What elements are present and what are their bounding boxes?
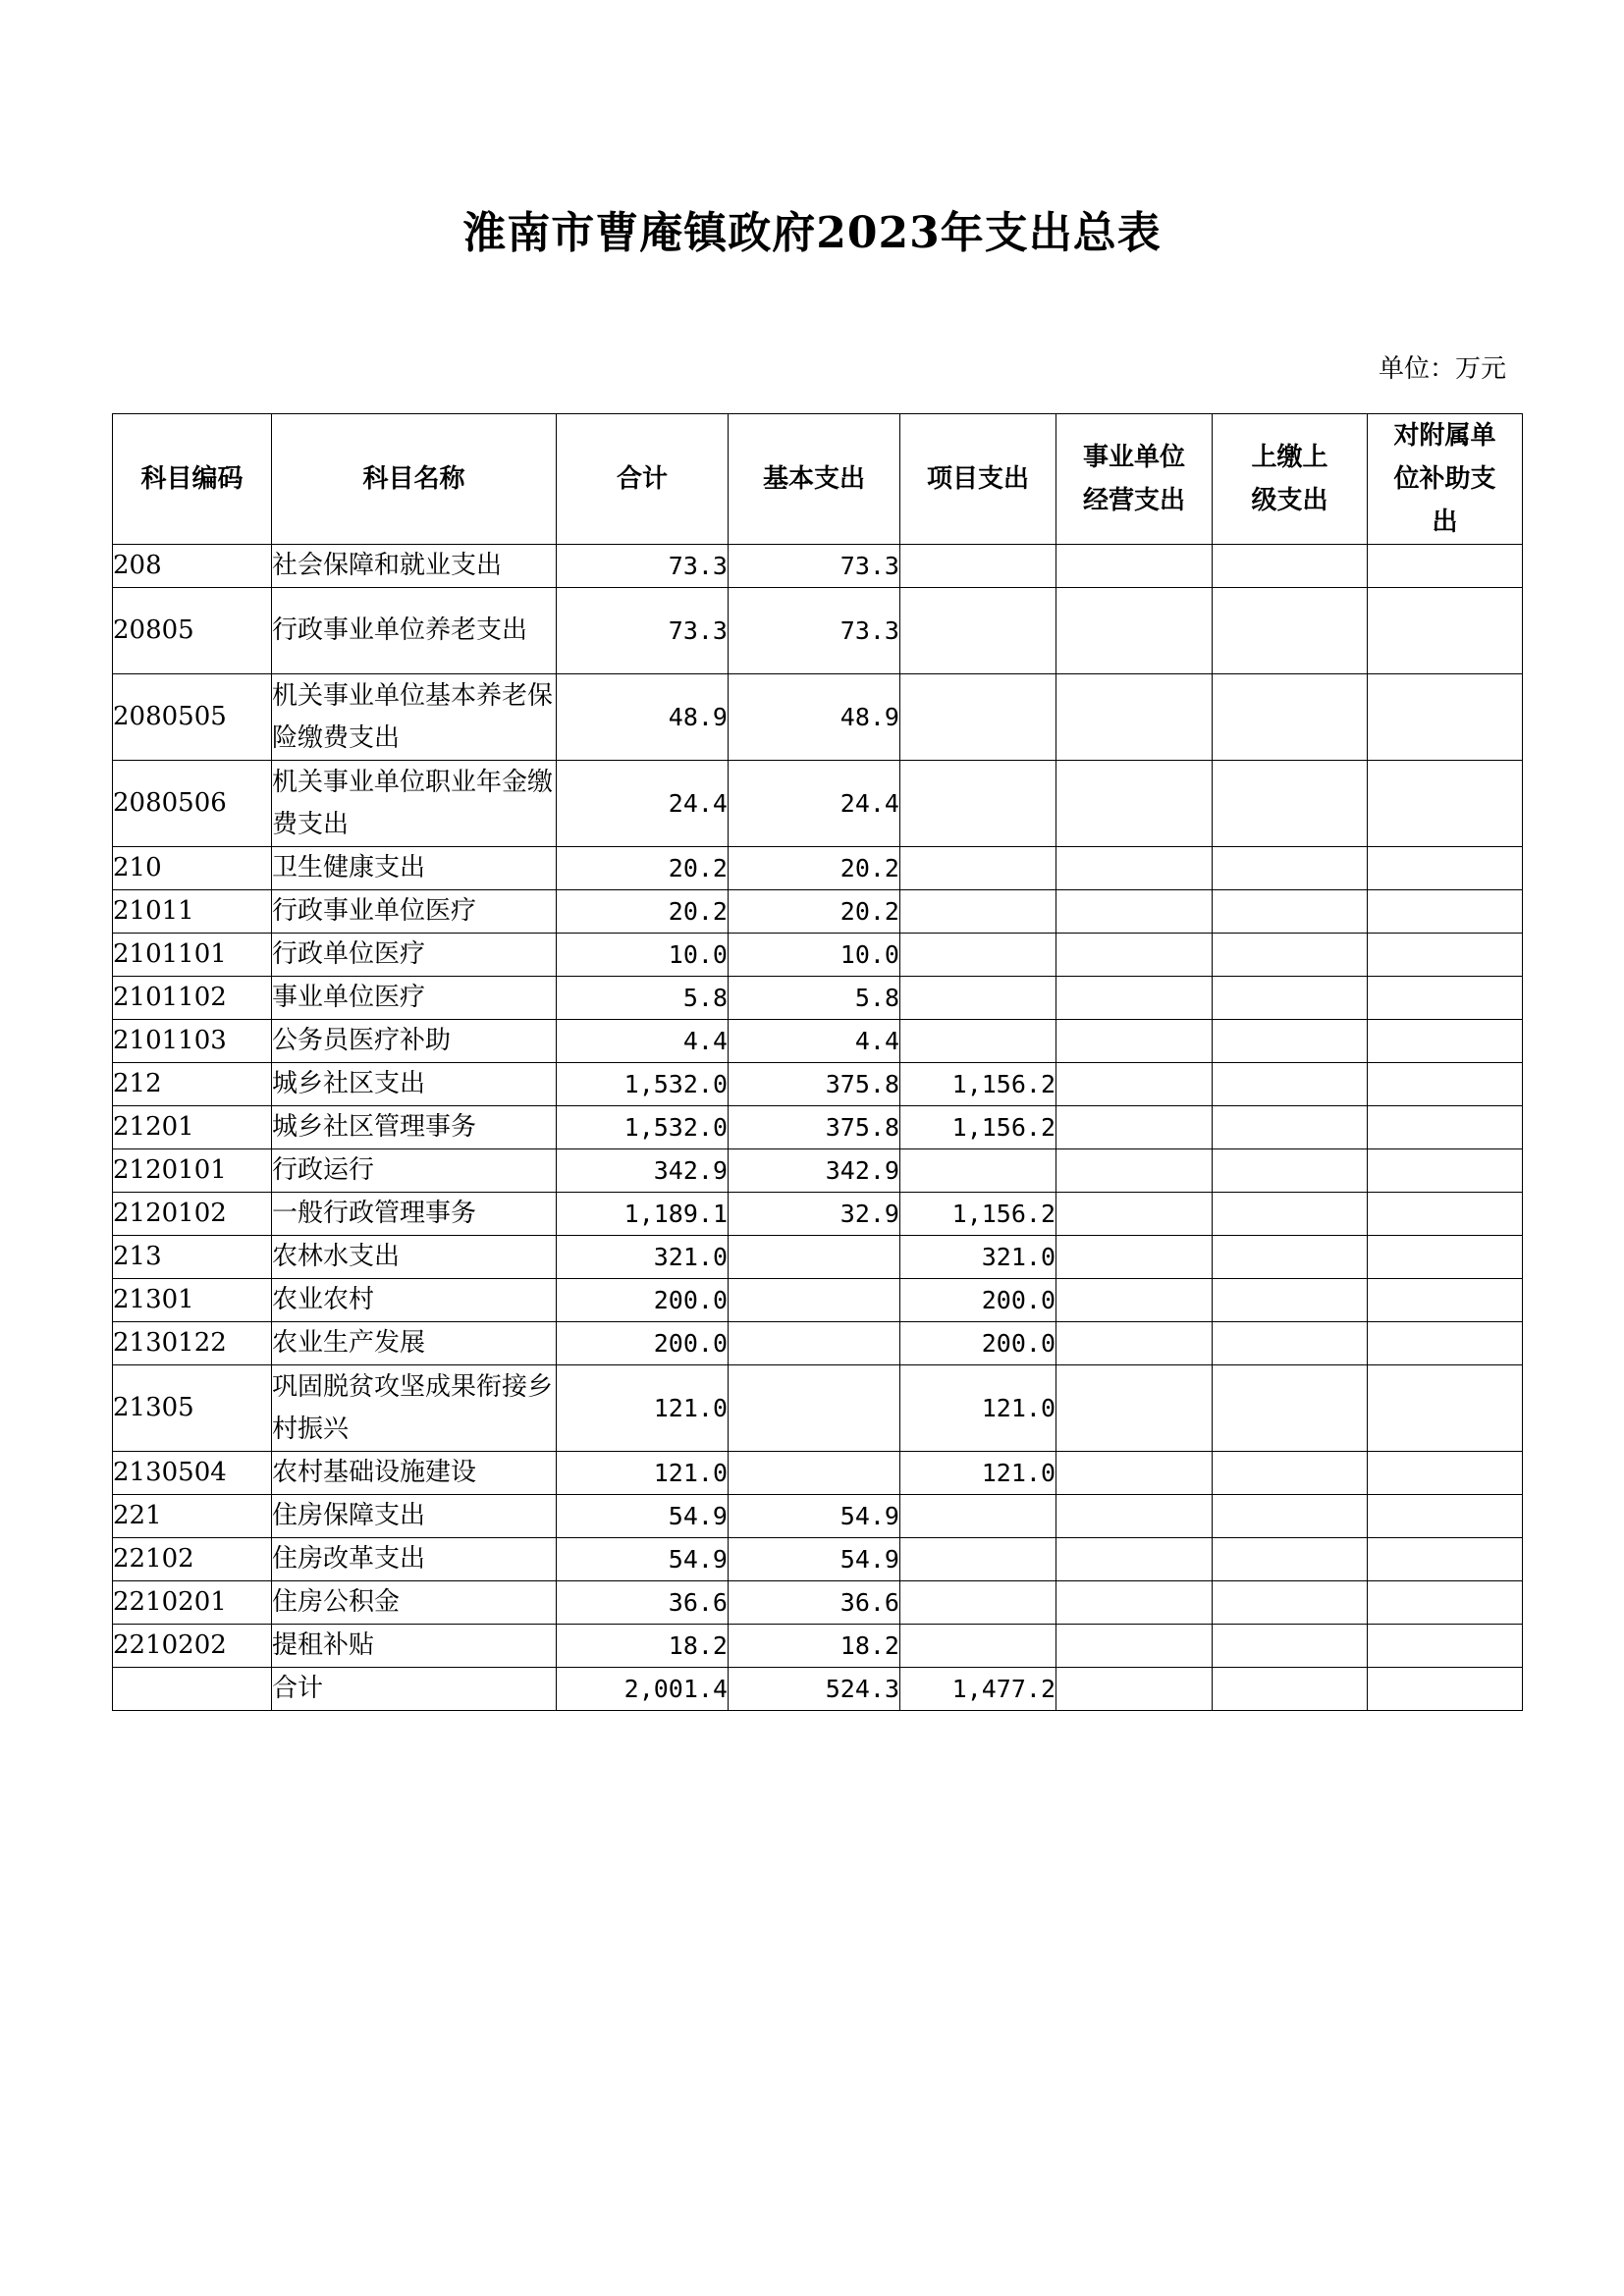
cell-project <box>900 847 1056 890</box>
table-row <box>113 1236 1523 1279</box>
cell-business <box>1056 1279 1213 1322</box>
unit-label: 单位：万元 <box>1378 354 1506 384</box>
cell-basic: 73.3 <box>729 545 900 588</box>
table-row <box>113 674 1523 761</box>
cell-project <box>900 588 1056 674</box>
cell-code: 2120101 <box>113 1149 272 1193</box>
cell-code: 2101102 <box>113 977 272 1020</box>
cell-name: 卫生健康支出 <box>272 847 557 890</box>
cell-total: 36.6 <box>557 1581 729 1625</box>
cell-name: 农业生产发展 <box>272 1322 557 1365</box>
cell-total: 73.3 <box>557 545 729 588</box>
cell-upper <box>1213 1279 1368 1322</box>
cell-code: 212 <box>113 1063 272 1106</box>
cell-name: 住房改革支出 <box>272 1538 557 1581</box>
cell-subsidy <box>1368 674 1523 761</box>
table-row <box>113 1538 1523 1581</box>
cell-basic: 375.8 <box>729 1106 900 1149</box>
cell-code: 2080506 <box>113 761 272 847</box>
cell-basic: 4.4 <box>729 1020 900 1063</box>
cell-basic <box>729 1322 900 1365</box>
header-project: 项目支出 <box>900 414 1056 545</box>
cell-total: 5.8 <box>557 977 729 1020</box>
cell-business <box>1056 1322 1213 1365</box>
table-row <box>113 1193 1523 1236</box>
table-row <box>113 1365 1523 1452</box>
cell-total: 1,189.1 <box>557 1193 729 1236</box>
cell-code: 2130122 <box>113 1322 272 1365</box>
cell-project: 121.0 <box>900 1365 1056 1452</box>
cell-basic <box>729 1236 900 1279</box>
cell-code: 221 <box>113 1495 272 1538</box>
cell-upper <box>1213 1149 1368 1193</box>
cell-name: 住房保障支出 <box>272 1495 557 1538</box>
cell-code: 2210202 <box>113 1625 272 1668</box>
cell-upper <box>1213 1020 1368 1063</box>
cell-basic: 18.2 <box>729 1625 900 1668</box>
cell-total: 20.2 <box>557 847 729 890</box>
cell-total: 121.0 <box>557 1365 729 1452</box>
cell-business <box>1056 934 1213 977</box>
cell-upper <box>1213 674 1368 761</box>
cell-business <box>1056 761 1213 847</box>
cell-subsidy <box>1368 1625 1523 1668</box>
cell-business <box>1056 890 1213 934</box>
cell-upper <box>1213 1322 1368 1365</box>
cell-name: 农村基础设施建设 <box>272 1452 557 1495</box>
cell-name: 提租补贴 <box>272 1625 557 1668</box>
cell-name: 城乡社区管理事务 <box>272 1106 557 1149</box>
cell-upper <box>1213 761 1368 847</box>
cell-business <box>1056 1668 1213 1711</box>
cell-business <box>1056 847 1213 890</box>
cell-total: 18.2 <box>557 1625 729 1668</box>
header-business: 事业单位经营支出 <box>1056 414 1213 545</box>
cell-code: 213 <box>113 1236 272 1279</box>
cell-total: 121.0 <box>557 1452 729 1495</box>
cell-name: 农业农村 <box>272 1279 557 1322</box>
cell-upper <box>1213 1538 1368 1581</box>
cell-project: 200.0 <box>900 1279 1056 1322</box>
table-row <box>113 934 1523 977</box>
cell-basic <box>729 1279 900 1322</box>
cell-basic: 73.3 <box>729 588 900 674</box>
cell-project <box>900 1020 1056 1063</box>
cell-subsidy <box>1368 1538 1523 1581</box>
cell-basic: 20.2 <box>729 847 900 890</box>
table-row <box>113 1668 1523 1711</box>
cell-project <box>900 1149 1056 1193</box>
cell-basic: 24.4 <box>729 761 900 847</box>
table-row <box>113 1625 1523 1668</box>
cell-project: 200.0 <box>900 1322 1056 1365</box>
cell-subsidy <box>1368 588 1523 674</box>
cell-subsidy <box>1368 1106 1523 1149</box>
cell-code: 2101101 <box>113 934 272 977</box>
cell-business <box>1056 545 1213 588</box>
cell-total: 10.0 <box>557 934 729 977</box>
cell-basic: 54.9 <box>729 1538 900 1581</box>
cell-subsidy <box>1368 761 1523 847</box>
cell-subsidy <box>1368 934 1523 977</box>
cell-subsidy <box>1368 1193 1523 1236</box>
table-header-row <box>113 414 1523 545</box>
cell-subsidy <box>1368 1581 1523 1625</box>
cell-business <box>1056 977 1213 1020</box>
cell-code: 2120102 <box>113 1193 272 1236</box>
cell-total: 1,532.0 <box>557 1106 729 1149</box>
cell-business <box>1056 1193 1213 1236</box>
cell-code: 21301 <box>113 1279 272 1322</box>
cell-name: 机关事业单位职业年金缴费支出 <box>272 761 557 847</box>
cell-total: 54.9 <box>557 1538 729 1581</box>
cell-subsidy <box>1368 1149 1523 1193</box>
cell-total: 321.0 <box>557 1236 729 1279</box>
cell-name: 行政事业单位养老支出 <box>272 588 557 674</box>
cell-project <box>900 1581 1056 1625</box>
table-row <box>113 761 1523 847</box>
cell-upper <box>1213 977 1368 1020</box>
cell-subsidy <box>1368 890 1523 934</box>
cell-code: 21011 <box>113 890 272 934</box>
cell-basic: 5.8 <box>729 977 900 1020</box>
cell-subsidy <box>1368 1365 1523 1452</box>
header-upper: 上缴上级支出 <box>1213 414 1368 545</box>
cell-upper <box>1213 1668 1368 1711</box>
cell-name: 行政单位医疗 <box>272 934 557 977</box>
cell-upper <box>1213 1581 1368 1625</box>
table-row <box>113 545 1523 588</box>
cell-code: 2210201 <box>113 1581 272 1625</box>
cell-name: 一般行政管理事务 <box>272 1193 557 1236</box>
table-row <box>113 1322 1523 1365</box>
cell-name: 事业单位医疗 <box>272 977 557 1020</box>
cell-basic: 32.9 <box>729 1193 900 1236</box>
cell-name: 城乡社区支出 <box>272 1063 557 1106</box>
cell-basic: 524.3 <box>729 1668 900 1711</box>
cell-total: 1,532.0 <box>557 1063 729 1106</box>
cell-upper <box>1213 934 1368 977</box>
cell-code <box>113 1668 272 1711</box>
cell-name: 住房公积金 <box>272 1581 557 1625</box>
cell-code: 22102 <box>113 1538 272 1581</box>
cell-upper <box>1213 1365 1368 1452</box>
cell-project <box>900 674 1056 761</box>
cell-code: 2101103 <box>113 1020 272 1063</box>
cell-project <box>900 1495 1056 1538</box>
cell-business <box>1056 1236 1213 1279</box>
cell-subsidy <box>1368 1020 1523 1063</box>
cell-total: 24.4 <box>557 761 729 847</box>
cell-basic: 375.8 <box>729 1063 900 1106</box>
table-row <box>113 977 1523 1020</box>
cell-total: 20.2 <box>557 890 729 934</box>
cell-project <box>900 934 1056 977</box>
cell-upper <box>1213 1236 1368 1279</box>
cell-name: 农林水支出 <box>272 1236 557 1279</box>
table-row <box>113 1452 1523 1495</box>
cell-basic: 20.2 <box>729 890 900 934</box>
cell-total: 2,001.4 <box>557 1668 729 1711</box>
table-row <box>113 1020 1523 1063</box>
cell-subsidy <box>1368 1322 1523 1365</box>
cell-total: 73.3 <box>557 588 729 674</box>
cell-name: 巩固脱贫攻坚成果衔接乡村振兴 <box>272 1365 557 1452</box>
cell-basic: 54.9 <box>729 1495 900 1538</box>
cell-basic: 10.0 <box>729 934 900 977</box>
table-row <box>113 588 1523 674</box>
cell-subsidy <box>1368 1495 1523 1538</box>
cell-total: 342.9 <box>557 1149 729 1193</box>
cell-project <box>900 1538 1056 1581</box>
table-row <box>113 847 1523 890</box>
table-row <box>113 890 1523 934</box>
cell-code: 20805 <box>113 588 272 674</box>
cell-code: 2130504 <box>113 1452 272 1495</box>
cell-business <box>1056 1538 1213 1581</box>
cell-code: 21201 <box>113 1106 272 1149</box>
header-total: 合计 <box>557 414 729 545</box>
cell-upper <box>1213 1495 1368 1538</box>
cell-business <box>1056 1106 1213 1149</box>
cell-subsidy <box>1368 1668 1523 1711</box>
cell-business <box>1056 1149 1213 1193</box>
cell-project: 1,156.2 <box>900 1106 1056 1149</box>
cell-subsidy <box>1368 1236 1523 1279</box>
cell-business <box>1056 588 1213 674</box>
cell-business <box>1056 1581 1213 1625</box>
cell-total: 48.9 <box>557 674 729 761</box>
table-row <box>113 1106 1523 1149</box>
cell-subsidy <box>1368 1279 1523 1322</box>
cell-business <box>1056 1063 1213 1106</box>
table-row <box>113 1063 1523 1106</box>
table-row <box>113 1495 1523 1538</box>
cell-upper <box>1213 890 1368 934</box>
cell-project: 1,156.2 <box>900 1193 1056 1236</box>
cell-business <box>1056 674 1213 761</box>
cell-code: 210 <box>113 847 272 890</box>
cell-business <box>1056 1365 1213 1452</box>
cell-total: 200.0 <box>557 1279 729 1322</box>
cell-basic: 36.6 <box>729 1581 900 1625</box>
cell-name: 合计 <box>272 1668 557 1711</box>
cell-total: 200.0 <box>557 1322 729 1365</box>
cell-upper <box>1213 1193 1368 1236</box>
cell-subsidy <box>1368 545 1523 588</box>
cell-subsidy <box>1368 1063 1523 1106</box>
cell-project: 121.0 <box>900 1452 1056 1495</box>
cell-project <box>900 761 1056 847</box>
cell-upper <box>1213 1625 1368 1668</box>
cell-code: 208 <box>113 545 272 588</box>
cell-name: 行政运行 <box>272 1149 557 1193</box>
header-basic: 基本支出 <box>729 414 900 545</box>
cell-name: 机关事业单位基本养老保险缴费支出 <box>272 674 557 761</box>
cell-subsidy <box>1368 1452 1523 1495</box>
cell-upper <box>1213 847 1368 890</box>
cell-upper <box>1213 588 1368 674</box>
cell-project <box>900 545 1056 588</box>
cell-subsidy <box>1368 977 1523 1020</box>
table-row <box>113 1149 1523 1193</box>
cell-basic <box>729 1452 900 1495</box>
table-row <box>113 1279 1523 1322</box>
cell-code: 21305 <box>113 1365 272 1452</box>
cell-project <box>900 977 1056 1020</box>
cell-upper <box>1213 1063 1368 1106</box>
cell-business <box>1056 1625 1213 1668</box>
cell-basic: 48.9 <box>729 674 900 761</box>
cell-project: 1,156.2 <box>900 1063 1056 1106</box>
cell-name: 社会保障和就业支出 <box>272 545 557 588</box>
cell-total: 4.4 <box>557 1020 729 1063</box>
header-code: 科目编码 <box>113 414 272 545</box>
cell-project: 1,477.2 <box>900 1668 1056 1711</box>
cell-total: 54.9 <box>557 1495 729 1538</box>
table-body <box>113 545 1523 1711</box>
cell-basic <box>729 1365 900 1452</box>
table-row <box>113 1581 1523 1625</box>
cell-business <box>1056 1020 1213 1063</box>
cell-project <box>900 890 1056 934</box>
cell-name: 公务员医疗补助 <box>272 1020 557 1063</box>
cell-business <box>1056 1495 1213 1538</box>
header-subsidy: 对附属单位补助支出 <box>1368 414 1523 545</box>
cell-project: 321.0 <box>900 1236 1056 1279</box>
cell-subsidy <box>1368 847 1523 890</box>
document-title: 淮南市曹庵镇政府2023年支出总表 <box>462 208 1162 258</box>
cell-business <box>1056 1452 1213 1495</box>
cell-basic: 342.9 <box>729 1149 900 1193</box>
cell-upper <box>1213 1452 1368 1495</box>
expenditure-table <box>112 413 1523 1711</box>
cell-name: 行政事业单位医疗 <box>272 890 557 934</box>
cell-upper <box>1213 1106 1368 1149</box>
header-name: 科目名称 <box>272 414 557 545</box>
cell-project <box>900 1625 1056 1668</box>
cell-code: 2080505 <box>113 674 272 761</box>
cell-upper <box>1213 545 1368 588</box>
